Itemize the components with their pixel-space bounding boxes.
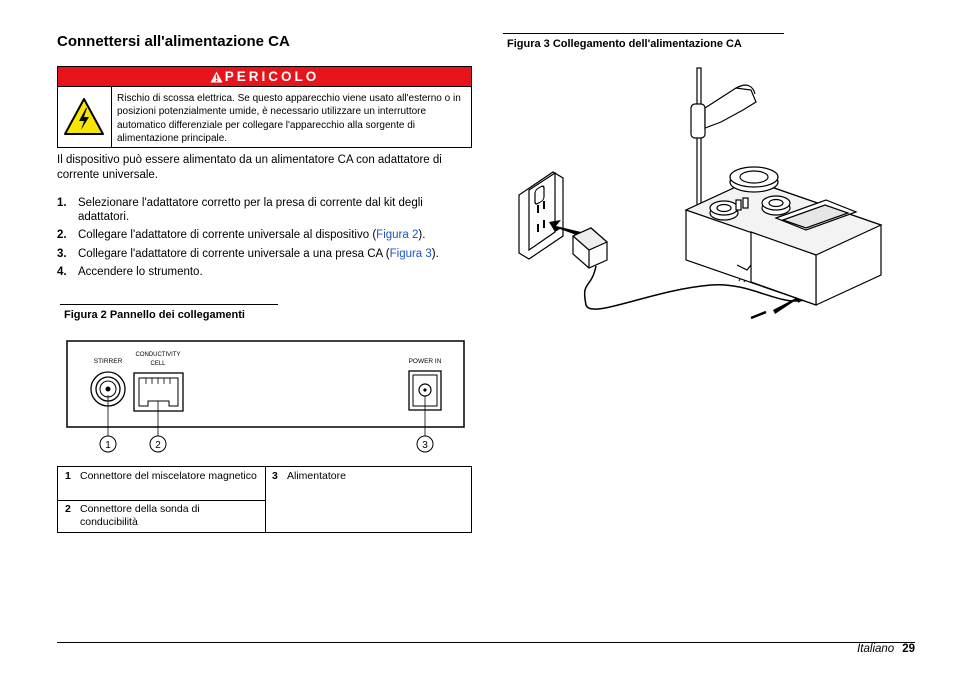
ac-power-connection-figure [511, 60, 911, 330]
wall-outlet-icon [519, 172, 563, 259]
figure-3-rule [503, 33, 784, 34]
legend-item-1: 1 Connettore del miscelatore magnetico [65, 470, 257, 482]
danger-header [58, 67, 471, 87]
electric-shock-icon [63, 97, 105, 137]
figure-3-link[interactable]: Figura 3 [389, 247, 432, 260]
callout-1 [100, 436, 116, 452]
connection-panel-figure [64, 337, 468, 459]
conductivity-cell-connector-icon [134, 373, 183, 411]
intro-paragraph: Il dispositivo può essere alimentato da un alimentatore CA con adattatore di corrente universale. [57, 154, 442, 181]
step-2: 2. Collegare l'adattatore di corrente universale al dispositivo (Figura 2). [57, 229, 426, 242]
step-3: 3. Collegare l'adattatore di corrente universale a una presa CA (Figura 3). [57, 247, 439, 260]
step-4: 4. Accendere lo strumento. [57, 265, 203, 278]
procedure-steps [57, 196, 472, 283]
legend-item-2: 2 Connettore della sonda di conducibilità [65, 503, 200, 528]
panel-outline [67, 341, 464, 427]
footer-rule [57, 642, 915, 643]
callout-2 [150, 436, 166, 452]
warning-triangle-icon [210, 69, 223, 89]
power-adapter-icon [573, 228, 607, 268]
legend-item-3: 3 Alimentatore [272, 470, 346, 482]
figure-2-legend [57, 466, 472, 533]
cell-label-1: CONDUCTIVITY [135, 352, 181, 358]
svg-text:3: 3 [422, 440, 428, 451]
danger-label: PERICOLO [224, 69, 320, 84]
figure-2-link[interactable]: Figura 2 [376, 229, 419, 242]
callout-3 [417, 436, 433, 452]
step-1: 1. Selezionare l'adattatore corretto per la presa di corrente dal kit degli adattatori. [57, 197, 423, 224]
page-number: 29 [902, 643, 915, 655]
stirrer-label: STIRRER [93, 358, 123, 365]
section-title: Connettersi all'alimentazione CA [57, 33, 290, 50]
svg-text:1: 1 [105, 440, 111, 451]
footer-language: Italiano [857, 643, 895, 655]
danger-text: Rischio di scossa elettrica. Se questo apparecchio viene usato all'esterno o in posizioni potenzialmente umide, è necessario utilizzare un interruttore automatico differenziale per collegare l'apparecchio alla sorgente di alimentazione principale. [117, 93, 461, 145]
cell-label-2: CELL [150, 361, 166, 367]
svg-text:2: 2 [155, 440, 161, 451]
power-label: POWER IN [408, 358, 442, 365]
figure-3-caption: Figura 3 Collegamento dell'alimentazione CA [507, 38, 742, 50]
danger-notice [57, 66, 472, 148]
figure-2-caption: Figura 2 Pannello dei collegamenti [64, 309, 245, 321]
page-footer [857, 643, 915, 655]
figure-2-rule [60, 304, 278, 305]
dc-plug [751, 312, 766, 318]
